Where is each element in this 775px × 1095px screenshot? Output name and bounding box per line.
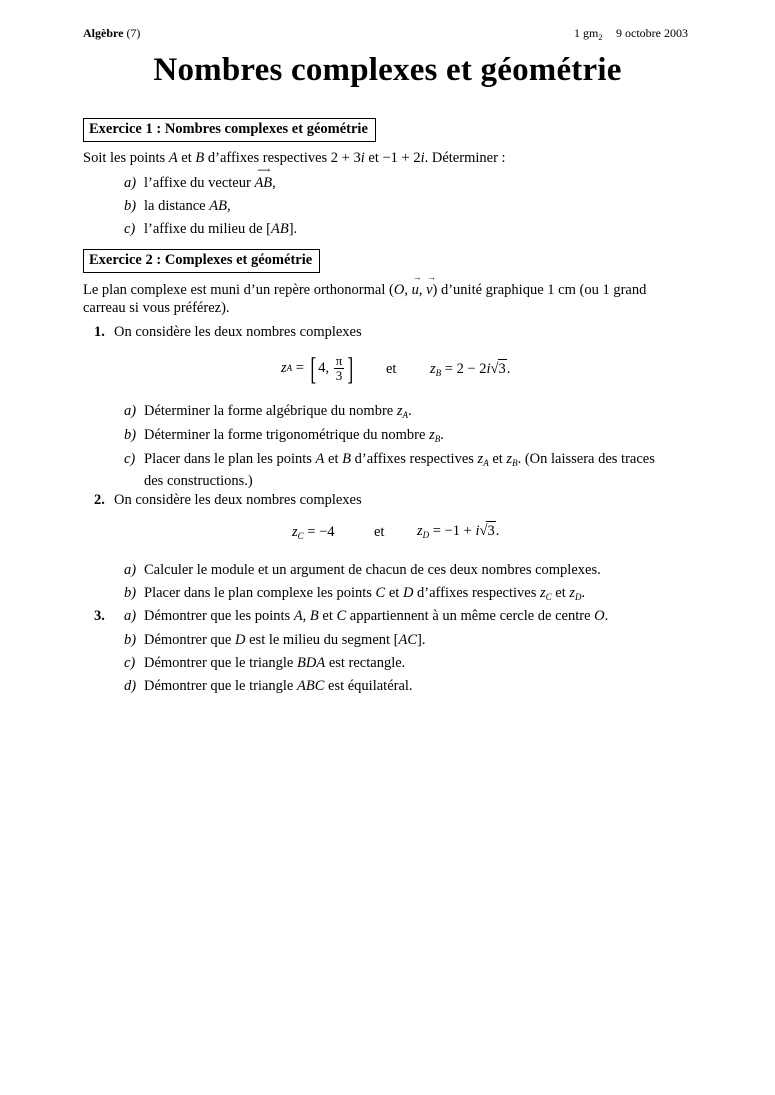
- math: AC: [398, 632, 418, 648]
- math-i: i: [486, 361, 491, 377]
- item-text: l’affixe du milieu de [: [144, 221, 271, 237]
- question-text: On considère les deux nombres complexes: [114, 324, 362, 340]
- text: Soit les points: [83, 150, 169, 166]
- math: v: [426, 282, 433, 298]
- vector-v: [426, 272, 437, 299]
- bracket-open-icon: [: [309, 350, 316, 386]
- text: .: [506, 361, 511, 377]
- math-sub: C: [545, 592, 552, 602]
- exercise-2-heading: Exercice 2 : Complexes et géométrie: [83, 249, 320, 273]
- header-subject: [83, 26, 140, 41]
- math: O: [594, 608, 605, 624]
- question-text: On considère les deux nombres complexes: [114, 492, 362, 508]
- header-class-main: 1 gm: [574, 26, 599, 40]
- page-title: Nombres complexes et géométrie: [153, 52, 622, 88]
- question-3-item-c: [124, 654, 405, 672]
- item-text: l’affixe du vecteur: [144, 175, 255, 191]
- math: z: [417, 523, 423, 539]
- question-number: 1.: [94, 324, 105, 340]
- math: z: [429, 427, 435, 443]
- text: .: [408, 403, 412, 419]
- item-text: Déterminer la forme trigonométrique du nombre: [144, 427, 430, 443]
- exercise-1-intro: [83, 149, 506, 167]
- exercise-2-intro: [83, 272, 691, 317]
- question-3-item-a: [94, 607, 608, 625]
- math: C: [375, 585, 386, 601]
- math: O: [393, 282, 405, 298]
- math: z: [396, 403, 403, 419]
- question-1-statement: [94, 323, 362, 341]
- intro-line-1: [83, 272, 691, 299]
- header-date: 9 octobre 2003: [616, 26, 688, 40]
- text: .: [440, 427, 444, 443]
- item-label: a): [124, 608, 137, 624]
- numerator: π: [335, 352, 343, 368]
- question-3-item-d: [124, 677, 413, 695]
- question-number: 2.: [94, 492, 105, 508]
- header-subject-name: Algèbre: [83, 26, 124, 40]
- question-1-item-b: [124, 426, 444, 448]
- math-i: i: [360, 150, 365, 166]
- math: 4,: [318, 360, 330, 376]
- text: .: [581, 585, 586, 601]
- item-label: c): [124, 655, 136, 671]
- question-1-item-a: [124, 402, 412, 424]
- item-c-line-1: [124, 450, 694, 472]
- math-point: B: [195, 150, 205, 166]
- item-text: Calculer le module et un argument de chacun de ces deux nombres complexes.: [144, 562, 601, 578]
- question-2-statement: [94, 491, 362, 509]
- question-2-item-a: [124, 561, 601, 579]
- item-label: b): [124, 632, 137, 648]
- exercise-1-item-c: [124, 220, 297, 238]
- exercise-1-heading: Exercice 1 : Nombres complexes et géométrie: [83, 118, 376, 142]
- equation-zB: [430, 359, 510, 382]
- equation-et-2: et: [374, 524, 385, 540]
- question-1-item-c: [124, 450, 694, 490]
- question-number: 3.: [94, 608, 105, 624]
- math: z: [569, 585, 576, 601]
- math: z: [539, 585, 546, 601]
- item-text: la distance: [144, 198, 210, 214]
- intro-line-2: carreau si vous préférez).: [83, 300, 230, 316]
- vector-arrow-icon: →: [412, 272, 422, 282]
- text: et: [318, 608, 337, 624]
- item-label: a): [124, 403, 137, 419]
- equation-zD: [417, 521, 499, 544]
- text: Démontrer que: [144, 632, 235, 648]
- equation-et-1: et: [386, 361, 397, 377]
- denominator: 3: [335, 367, 343, 383]
- math: ABC: [297, 678, 325, 694]
- text: appartiennent à un même cercle de centre: [346, 608, 595, 624]
- question-3-item-b: [124, 631, 426, 649]
- math-sub: B: [434, 434, 441, 444]
- math-sub: B: [512, 458, 518, 468]
- item-label: b): [124, 198, 137, 214]
- text: et: [324, 451, 343, 467]
- math: z: [506, 451, 513, 467]
- text: . Déterminer :: [424, 150, 506, 166]
- item-label: b): [124, 427, 137, 443]
- math: z: [477, 451, 484, 467]
- sqrt-icon: √: [490, 361, 499, 377]
- vector-arrow-icon: ⟶: [257, 165, 271, 175]
- vector-ab: [254, 165, 273, 192]
- item-label: b): [124, 585, 137, 601]
- text: Démontrer que le triangle: [144, 655, 297, 671]
- math: z: [292, 524, 298, 540]
- intro-line-1-left: Le plan complexe est muni d’un repère orthonormal (O, → u, → v) d’unité graphique 1 cm (ou 1 grand: [83, 272, 647, 298]
- math: z: [430, 361, 436, 377]
- text: ].: [417, 632, 426, 648]
- item-c-words: [144, 450, 655, 472]
- text: est le milieu du segment [: [245, 632, 399, 648]
- text: Démontrer que les points: [144, 608, 294, 624]
- text: d’affixes respectives 2 + 3: [204, 150, 361, 166]
- item-label: a): [124, 562, 137, 578]
- math: B: [309, 608, 319, 624]
- equation-zC: [292, 523, 335, 545]
- item-label: c): [124, 221, 136, 237]
- math-sub: C: [297, 531, 304, 541]
- math: z: [281, 360, 287, 376]
- text: .: [604, 608, 609, 624]
- math-sub: A: [483, 458, 489, 468]
- text: .: [495, 523, 500, 539]
- text: et: [488, 451, 507, 467]
- math: = 2 − 2: [444, 361, 487, 377]
- math-sub: D: [422, 530, 430, 540]
- math: BDA: [297, 655, 326, 671]
- text: ,: [302, 608, 310, 624]
- math-i: i: [420, 150, 425, 166]
- math: = −1 +: [432, 523, 476, 539]
- math: A: [315, 451, 325, 467]
- text: ,: [226, 198, 231, 214]
- equation-zA: z A = [ 4, $\frac{\pi}{3}$ ]: [281, 350, 354, 386]
- fraction-pi-3: [334, 354, 345, 383]
- text: ) d’unité graphique 1 cm (ou 1 grand: [432, 282, 647, 298]
- math: u: [411, 282, 419, 298]
- text: Démontrer que le triangle: [144, 678, 297, 694]
- math-i: i: [475, 523, 480, 539]
- text: est rectangle.: [325, 655, 406, 671]
- math-sub: D: [575, 592, 582, 602]
- math: 3: [487, 523, 495, 539]
- math: D: [402, 585, 414, 601]
- bracket-close-icon: ]: [347, 350, 354, 386]
- text: . (On laissera des traces: [517, 451, 655, 467]
- math: D: [235, 632, 246, 648]
- item-label: c): [124, 451, 136, 467]
- text: est équilatéral.: [324, 678, 413, 694]
- math: 3: [498, 361, 506, 377]
- header-sheet-number: (7): [126, 26, 141, 40]
- text: et: [385, 585, 403, 601]
- text: et −1 + 2: [364, 150, 421, 166]
- vector-u: [411, 272, 422, 299]
- item-c-body: [144, 450, 694, 472]
- item-label: a): [124, 175, 137, 191]
- text: et: [177, 150, 196, 166]
- exercise-1-item-a: [124, 165, 276, 192]
- item-text: Déterminer la forme algébrique du nombre: [144, 403, 397, 419]
- math: = −4: [307, 524, 335, 540]
- math: AB: [270, 221, 289, 237]
- question-2-item-b: [124, 584, 585, 606]
- math-sub: A: [286, 363, 293, 373]
- header-class: [574, 26, 602, 42]
- text: d’affixes respectives: [413, 585, 540, 601]
- item-c-line-2: des constructions.): [144, 473, 253, 489]
- math: B: [342, 451, 351, 467]
- math-point: A: [168, 150, 178, 166]
- header-class-sub: 2: [598, 33, 603, 42]
- text: ].: [288, 221, 298, 237]
- vector-label: AB: [254, 175, 273, 191]
- math-sub: B: [435, 368, 442, 378]
- text: Placer dans le plan complexe les points: [144, 585, 376, 601]
- math: C: [336, 608, 347, 624]
- text: Le plan complexe est muni d’un repère orthonormal (: [83, 282, 394, 298]
- text: ,: [272, 175, 276, 191]
- exercise-1-item-b: [124, 197, 231, 215]
- math-sub: A: [402, 410, 408, 420]
- math: AB: [209, 198, 227, 214]
- math: A: [293, 608, 303, 624]
- text: d’affixes respectives: [350, 451, 478, 467]
- text: Placer dans le plan les points: [144, 451, 316, 467]
- sqrt-icon: √: [479, 523, 488, 539]
- item-label: d): [124, 678, 137, 694]
- text: et: [551, 585, 570, 601]
- vector-arrow-icon: →: [427, 272, 437, 282]
